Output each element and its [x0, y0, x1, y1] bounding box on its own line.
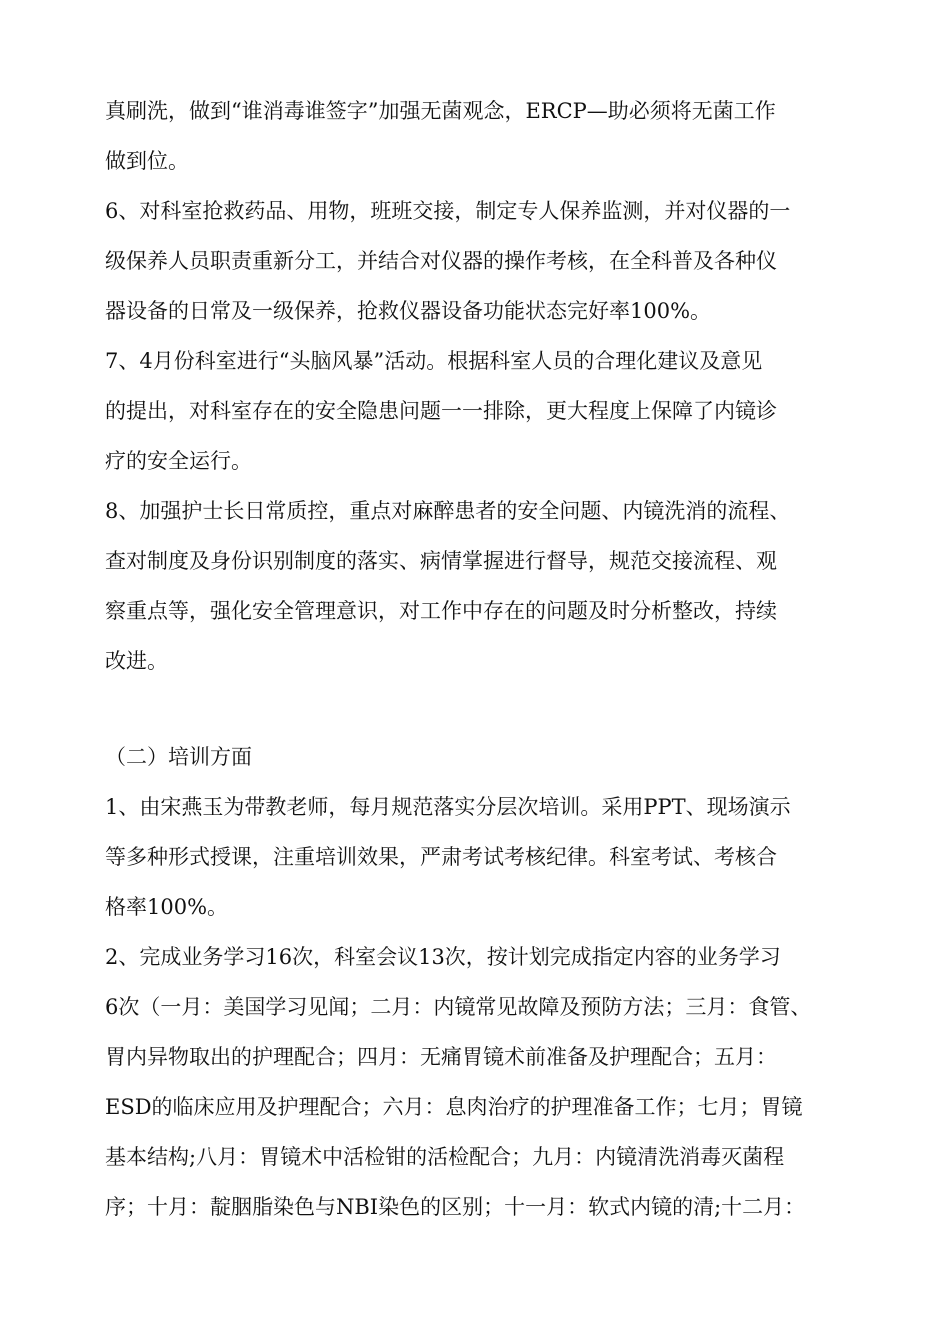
paragraph-line: 级保养人员职责重新分工，并结合对仪器的操作考核，在全科普及各种仪	[105, 249, 777, 273]
paragraph-line: 2、完成业务学习16次，科室会议13次，按计划完成指定内容的业务学习	[105, 945, 781, 969]
paragraph-line: 的提出，对科室存在的安全隐患问题一一排除，更大程度上保障了内镜诊	[105, 399, 777, 423]
paragraph-line: 胃内异物取出的护理配合；四月：无痛胃镜术前准备及护理配合；五月：	[105, 1045, 777, 1069]
paragraph-line: 序；十月：靛胭脂染色与NBI染色的区别；十一月：软式内镜的清;十二月：	[105, 1195, 806, 1219]
paragraph-line: 格率100%。	[105, 895, 229, 919]
paragraph-line: 1、由宋燕玉为带教老师，每月规范落实分层次培训。采用PPT、现场演示	[105, 795, 791, 819]
paragraph-line: 6次（一月：美国学习见闻；二月：内镜常见故障及预防方法；三月：食管、	[105, 995, 812, 1019]
section-heading: （二）培训方面	[105, 745, 252, 769]
paragraph-line: 做到位。	[105, 149, 189, 173]
paragraph-line: 等多种形式授课，注重培训效果，严肃考试考核纪律。科室考试、考核合	[105, 845, 777, 869]
paragraph-line: 基本结构;八月：胃镜术中活检钳的活检配合；九月：内镜清洗消毒灭菌程	[105, 1145, 785, 1169]
paragraph-line: 改进。	[105, 649, 168, 673]
paragraph-line: ESD的临床应用及护理配合；六月：息肉治疗的护理准备工作；七月；胃镜	[105, 1095, 803, 1119]
paragraph-line: 疗的安全运行。	[105, 449, 252, 473]
paragraph-line: 8、加强护士长日常质控，重点对麻醉患者的安全问题、内镜洗消的流程、	[105, 499, 791, 523]
paragraph-line: 器设备的日常及一级保养，抢救仪器设备功能状态完好率100%。	[105, 299, 712, 323]
paragraph-line: 察重点等，强化安全管理意识，对工作中存在的问题及时分析整改，持续	[105, 599, 777, 623]
paragraph-line: 7、4月份科室进行“头脑风暴”活动。根据科室人员的合理化建议及意见	[105, 349, 763, 373]
paragraph-line: 6、对科室抢救药品、用物，班班交接，制定专人保养监测，并对仪器的一	[105, 199, 791, 223]
paragraph-line: 查对制度及身份识别制度的落实、病情掌握进行督导，规范交接流程、观	[105, 549, 777, 573]
paragraph-line: 真刷洗，做到“谁消毒谁签字”加强无菌观念，ERCP—助必须将无菌工作	[105, 99, 776, 123]
